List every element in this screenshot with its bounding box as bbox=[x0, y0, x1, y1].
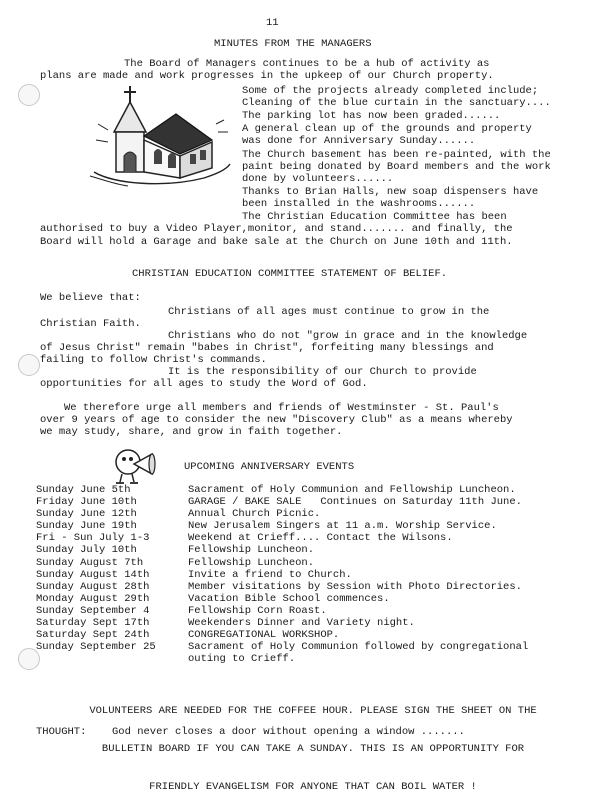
event-date: Sunday August 7th bbox=[36, 556, 144, 569]
events-list bbox=[36, 484, 528, 665]
belief-title: CHRISTIAN EDUCATION COMMITTEE STATEMENT OF BELIEF. bbox=[132, 268, 448, 280]
minutes-line: paint being donated by Board members and the work bbox=[242, 161, 551, 173]
belief-line: failing to follow Christ's commands. bbox=[40, 354, 267, 366]
event-row bbox=[36, 641, 528, 653]
thought-label: THOUGHT: bbox=[36, 726, 87, 738]
event-date: Saturday Sept 17th bbox=[36, 617, 150, 630]
page-number: 11 bbox=[266, 17, 279, 29]
belief-line: We therefore urge all members and friends of Westminster - St. Paul's bbox=[64, 402, 499, 414]
event-date: Sunday August 14th bbox=[36, 568, 150, 581]
belief-line: Christian Faith. bbox=[40, 318, 141, 330]
event-row bbox=[36, 605, 528, 617]
event-row bbox=[36, 617, 528, 629]
event-description: Vacation Bible School commences. bbox=[188, 592, 390, 605]
minutes-line: authorised to buy a Video Player,monitor, and stand....... and finally, the bbox=[40, 223, 513, 235]
church-icon bbox=[84, 84, 234, 194]
minutes-line: Some of the projects already completed include; bbox=[242, 85, 539, 97]
event-description: Weekend at Crieff.... Contact the Wilsons. bbox=[188, 532, 453, 545]
belief-line: of Jesus Christ" remain "babes in Christ", forfeiting many blessings and bbox=[40, 342, 494, 354]
event-description: Member visitations by Session with Photo Directories. bbox=[188, 580, 522, 593]
anniversary-title: UPCOMING ANNIVERSARY EVENTS bbox=[184, 461, 355, 473]
event-description: Fellowship Luncheon. bbox=[188, 544, 315, 557]
event-date: Sunday June 19th bbox=[36, 520, 137, 533]
belief-line: Christians of all ages must continue to grow in the bbox=[168, 306, 490, 318]
belief-line: Christians who do not "grow in grace and in the knowledge bbox=[168, 330, 528, 342]
volunteer-line: VOLUNTEERS ARE NEEDED FOR THE COFFEE HOUR. PLEASE SIGN THE SHEET ON THE bbox=[89, 705, 537, 718]
punch-hole-middle bbox=[18, 354, 40, 376]
event-date: Saturday Sept 24th bbox=[36, 629, 150, 642]
event-date: Sunday September 4 bbox=[36, 604, 150, 617]
event-row bbox=[36, 593, 528, 605]
event-row bbox=[36, 557, 528, 569]
minutes-line: Board will hold a Garage and bake sale at the Church on June 10th and 11th. bbox=[40, 236, 513, 248]
event-row bbox=[36, 532, 528, 544]
event-description: Sacrament of Holy Communion followed by congregational bbox=[188, 641, 529, 654]
event-row bbox=[36, 508, 528, 520]
minutes-line: A general clean up of the grounds and property bbox=[242, 123, 532, 135]
minutes-line: done by volunteers...... bbox=[242, 173, 394, 185]
minutes-line: The Church basement has been re-painted, with the bbox=[242, 149, 551, 161]
event-date: Sunday July 10th bbox=[36, 544, 137, 557]
event-description: Fellowship Luncheon. bbox=[188, 556, 315, 569]
event-date: Friday June 10th bbox=[36, 496, 137, 509]
event-row bbox=[36, 544, 528, 556]
event-description: Invite a friend to Church. bbox=[188, 568, 352, 581]
event-description: Weekenders Dinner and Variety night. bbox=[188, 617, 415, 630]
event-row bbox=[36, 520, 528, 532]
minutes-line: plans are made and work progresses in the upkeep of our Church property. bbox=[40, 70, 494, 82]
event-date: Sunday June 12th bbox=[36, 508, 137, 521]
minutes-line: The Board of Managers continues to be a hub of activity as bbox=[124, 58, 490, 70]
event-row bbox=[36, 484, 528, 496]
volunteer-line: FRIENDLY EVANGELISM FOR ANYONE THAT CAN BOIL WATER ! bbox=[149, 780, 477, 793]
event-date: Sunday June 5th bbox=[36, 484, 131, 496]
belief-line: We believe that: bbox=[40, 292, 141, 304]
event-description: New Jerusalem Singers at 11 a.m. Worship Service. bbox=[188, 520, 497, 533]
belief-line: over 9 years of age to consider the new "Discovery Club" as a means whereby bbox=[40, 414, 513, 426]
thought-text: God never closes a door without opening a window ....... bbox=[112, 726, 465, 738]
belief-line: we may study, share, and grow in faith together. bbox=[40, 426, 343, 438]
minutes-line: Cleaning of the blue curtain in the sanctuary.... bbox=[242, 97, 551, 109]
event-row bbox=[36, 629, 528, 641]
minutes-line: The Christian Education Committee has been bbox=[242, 211, 507, 223]
event-description: CONGREGATIONAL WORKSHOP. bbox=[188, 629, 340, 642]
event-description: GARAGE / BAKE SALE Continues on Saturday 11th June. bbox=[188, 496, 522, 509]
volunteer-notice bbox=[58, 680, 568, 806]
event-description: Fellowship Corn Roast. bbox=[188, 604, 327, 617]
minutes-line: was done for Anniversary Sunday...... bbox=[242, 135, 476, 147]
event-description: Annual Church Picnic. bbox=[188, 508, 321, 521]
event-row bbox=[36, 496, 528, 508]
event-continuation: outing to Crieff. bbox=[188, 653, 296, 666]
event-date: Monday August 29th bbox=[36, 592, 150, 605]
minutes-line: The parking lot has now been graded...... bbox=[242, 110, 501, 122]
belief-line: opportunities for all ages to study the Word of God. bbox=[40, 378, 368, 390]
belief-line: It is the responsibility of our Church to provide bbox=[168, 366, 477, 378]
event-description: Sacrament of Holy Communion and Fellowship Luncheon. bbox=[188, 484, 516, 496]
volunteer-line: BULLETIN BOARD IF YOU CAN TAKE A SUNDAY. THIS IS AN OPPORTUNITY FOR bbox=[101, 742, 525, 755]
event-date: Fri - Sun July 1-3 bbox=[36, 532, 150, 545]
event-date: Sunday August 28th bbox=[36, 580, 150, 593]
minutes-line: been installed in the washrooms...... bbox=[242, 198, 476, 210]
megaphone-character-icon bbox=[110, 440, 160, 486]
event-date: Sunday September 25 bbox=[36, 641, 156, 654]
minutes-line: Thanks to Brian Halls, new soap dispensers have bbox=[242, 186, 539, 198]
punch-hole-top bbox=[18, 84, 40, 106]
event-row bbox=[36, 581, 528, 593]
minutes-title: MINUTES FROM THE MANAGERS bbox=[214, 38, 372, 50]
event-row bbox=[36, 569, 528, 581]
